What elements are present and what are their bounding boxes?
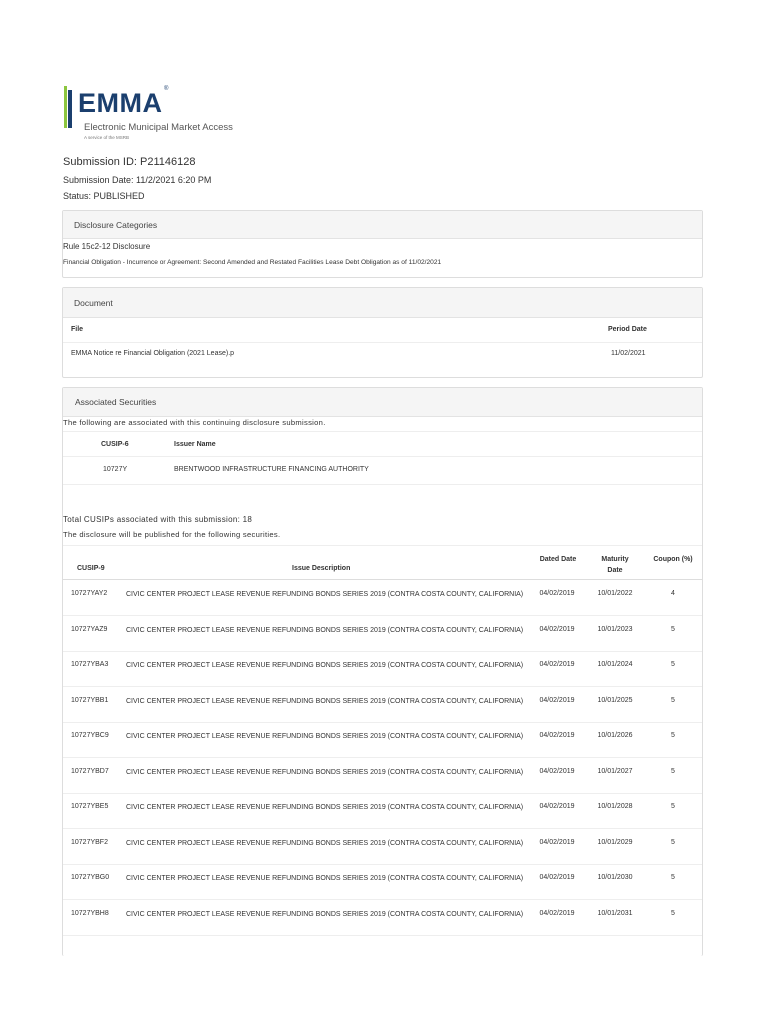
submission-date: Submission Date: 11/2/2021 6:20 PM — [63, 175, 212, 185]
security-cusip9: 10727YBH8 — [71, 909, 109, 917]
security-issue-description: CIVIC CENTER PROJECT LEASE REVENUE REFUNDING BONDS SERIES 2019 (CONTRA COSTA COUNTY, CALIFORNIA) — [126, 839, 524, 847]
security-cusip9: 10727YAZ9 — [71, 625, 108, 633]
issuer-cusip6: 10727Y — [103, 466, 128, 473]
security-cusip9: 10727YBC9 — [71, 732, 109, 739]
issuer-name: BRENTWOOD INFRASTRUCTURE FINANCING AUTHORITY — [174, 466, 369, 473]
security-issue-description: CIVIC CENTER PROJECT LEASE REVENUE REFUNDING BONDS SERIES 2019 (CONTRA COSTA COUNTY, CALIFORNIA) — [126, 768, 524, 776]
security-issue-description: CIVIC CENTER PROJECT LEASE REVENUE REFUNDING BONDS SERIES 2019 (CONTRA COSTA COUNTY, CALIFORNIA) — [126, 662, 524, 669]
security-coupon: 5 — [671, 874, 675, 881]
security-dated-date: 04/02/2019 — [539, 909, 575, 917]
security-row — [63, 722, 702, 758]
security-row — [63, 793, 702, 829]
security-cusip9: 10727YAY2 — [71, 590, 108, 597]
security-maturity-date: 10/01/2031 — [597, 909, 633, 917]
emma-logo-mark — [64, 86, 74, 128]
security-cusip9: 10727YBF2 — [71, 838, 108, 846]
security-cusip9: 10727YBE5 — [71, 803, 109, 810]
security-dated-date: 04/02/2019 — [539, 767, 575, 775]
publication-note: The disclosure will be published for the following securities. — [63, 530, 281, 539]
column-header-cusip9: CUSIP-9 — [77, 565, 105, 572]
associated-securities-panel — [62, 387, 703, 956]
security-maturity-date: 10/01/2023 — [597, 625, 633, 633]
security-issue-description: CIVIC CENTER PROJECT LEASE REVENUE REFUNDING BONDS SERIES 2019 (CONTRA COSTA COUNTY, CALIFORNIA) — [126, 697, 524, 705]
security-dated-date: 04/02/2019 — [539, 625, 575, 633]
security-coupon: 5 — [671, 803, 675, 810]
security-cusip9: 10727YBA3 — [71, 661, 109, 668]
security-row — [63, 687, 702, 723]
disclosure-rule: Rule 15c2-12 Disclosure — [63, 242, 151, 251]
emma-logo-subtitle: Electronic Municipal Market Access — [84, 122, 233, 133]
security-maturity-date: 10/01/2030 — [597, 874, 633, 881]
security-maturity-date: 10/01/2022 — [597, 590, 633, 597]
security-cusip9: 10727YBB1 — [71, 696, 109, 704]
security-maturity-date: 10/01/2027 — [597, 767, 633, 775]
emma-logo-wordmark: EMMA — [78, 88, 163, 118]
security-issue-description: CIVIC CENTER PROJECT LEASE REVENUE REFUNDING BONDS SERIES 2019 (CONTRA COSTA COUNTY, CALIFORNIA) — [126, 591, 524, 598]
security-coupon: 5 — [671, 767, 675, 775]
associated-intro: The following are associated with this continuing disclosure submission. — [63, 418, 326, 427]
disclosure-category: Financial Obligation - Incurrence or Agreement: Second Amended and Restated Facilities Lease Debt Obligation as of 11/02/2021 — [63, 259, 442, 266]
security-dated-date: 04/02/2019 — [539, 696, 575, 704]
panel-heading: Document — [63, 288, 702, 318]
security-coupon: 5 — [671, 732, 675, 739]
column-header-file: File — [71, 326, 84, 333]
column-header-coupon: Coupon (%) — [653, 556, 693, 563]
security-dated-date: 04/02/2019 — [539, 838, 575, 846]
security-maturity-date: 10/01/2026 — [597, 732, 633, 739]
total-cusips: Total CUSIPs associated with this submission: 18 — [63, 515, 253, 524]
security-coupon: 5 — [671, 838, 675, 846]
column-header-dated-date: Dated Date — [539, 556, 577, 563]
security-coupon: 5 — [671, 661, 675, 668]
security-issue-description: CIVIC CENTER PROJECT LEASE REVENUE REFUNDING BONDS SERIES 2019 (CONTRA COSTA COUNTY, CALIFORNIA) — [126, 626, 524, 634]
security-dated-date: 04/02/2019 — [539, 732, 575, 739]
document-file-link[interactable]: EMMA Notice re Financial Obligation (2021 Lease).p — [71, 350, 235, 357]
panel-heading: Associated Securities — [63, 388, 702, 417]
emma-logo — [64, 86, 254, 146]
disclosure-categories-panel — [62, 210, 703, 278]
security-issue-description: CIVIC CENTER PROJECT LEASE REVENUE REFUNDING BONDS SERIES 2019 (CONTRA COSTA COUNTY, CALIFORNIA) — [126, 910, 524, 918]
security-issue-description: CIVIC CENTER PROJECT LEASE REVENUE REFUNDING BONDS SERIES 2019 (CONTRA COSTA COUNTY, CALIFORNIA) — [126, 875, 524, 882]
panel-heading: Disclosure Categories — [63, 211, 702, 239]
submission-status: Status: PUBLISHED — [63, 191, 145, 201]
security-dated-date: 04/02/2019 — [539, 661, 575, 668]
column-header-issue-description: Issue Description — [292, 565, 351, 572]
column-header-cusip6: CUSIP-6 — [101, 441, 129, 448]
emma-logo-tagline: A service of the MSRB — [84, 135, 130, 140]
column-header-issuer-name: Issuer Name — [174, 441, 216, 448]
submission-id: Submission ID: P21146128 — [63, 156, 196, 168]
security-maturity-date: 10/01/2029 — [597, 838, 633, 846]
column-header-period-date: Period Date — [608, 326, 647, 333]
security-cusip9: 10727YBD7 — [71, 767, 109, 775]
security-issue-description: CIVIC CENTER PROJECT LEASE REVENUE REFUNDING BONDS SERIES 2019 (CONTRA COSTA COUNTY, CALIFORNIA) — [126, 733, 524, 740]
security-cusip9: 10727YBG0 — [71, 874, 110, 881]
security-row — [63, 580, 702, 616]
column-header-maturity-date: Maturity Date — [601, 556, 629, 574]
security-maturity-date: 10/01/2028 — [597, 803, 633, 810]
security-coupon: 5 — [671, 625, 675, 633]
security-row — [63, 616, 702, 652]
security-issue-description: CIVIC CENTER PROJECT LEASE REVENUE REFUNDING BONDS SERIES 2019 (CONTRA COSTA COUNTY, CALIFORNIA) — [126, 804, 524, 811]
security-row — [63, 900, 702, 936]
security-coupon: 4 — [671, 590, 675, 597]
security-row — [63, 758, 702, 794]
security-dated-date: 04/02/2019 — [539, 874, 575, 881]
security-maturity-date: 10/01/2025 — [597, 696, 633, 704]
document-panel — [62, 287, 703, 378]
security-coupon: 5 — [671, 909, 675, 917]
security-dated-date: 04/02/2019 — [539, 803, 575, 810]
security-dated-date: 04/02/2019 — [539, 590, 575, 597]
document-period-date: 11/02/2021 — [611, 350, 646, 357]
security-coupon: 5 — [671, 696, 675, 704]
security-row — [63, 864, 702, 900]
security-row — [63, 829, 702, 865]
security-maturity-date: 10/01/2024 — [597, 661, 633, 668]
security-row — [63, 651, 702, 687]
registered-mark: ® — [164, 86, 169, 92]
